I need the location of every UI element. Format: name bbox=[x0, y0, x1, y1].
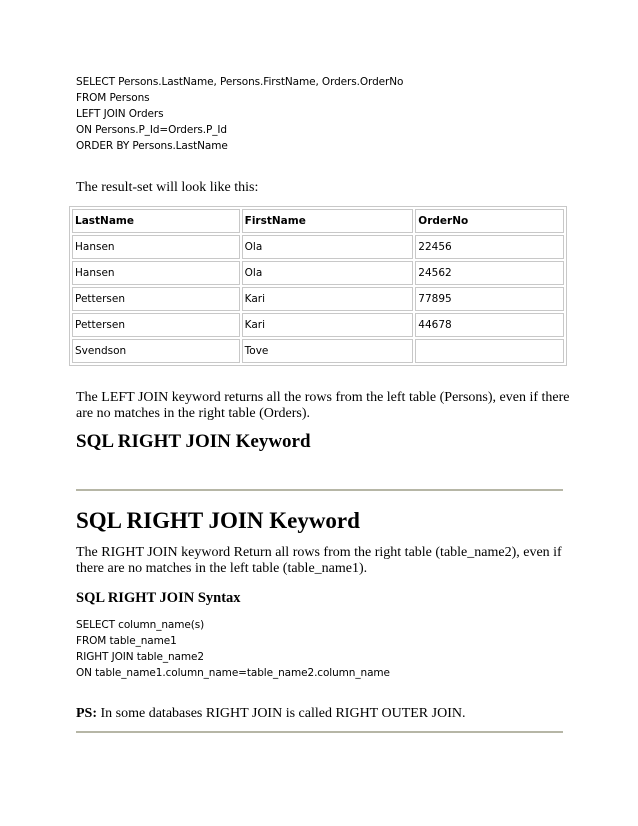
table-cell: 44678 bbox=[415, 313, 564, 337]
result-intro: The result-set will look like this: bbox=[76, 180, 259, 195]
table-cell: Hansen bbox=[72, 261, 240, 285]
table-cell: Ola bbox=[242, 235, 414, 259]
horizontal-rule bbox=[76, 731, 563, 733]
table-cell: 24562 bbox=[415, 261, 564, 285]
syntax-line: ON table_name1.column_name=table_name2.column_name bbox=[76, 667, 390, 679]
table-row bbox=[72, 287, 564, 311]
page-title: SQL RIGHT JOIN Keyword bbox=[76, 508, 360, 533]
table-cell: Kari bbox=[242, 287, 414, 311]
result-table bbox=[69, 206, 567, 366]
query-line: FROM Persons bbox=[76, 92, 150, 104]
syntax-line: SELECT column_name(s) bbox=[76, 619, 205, 631]
query-line: LEFT JOIN Orders bbox=[76, 108, 164, 120]
table-row bbox=[72, 261, 564, 285]
left-join-query bbox=[76, 74, 403, 154]
table-row bbox=[72, 235, 564, 259]
right-join-description: The RIGHT JOIN keyword Return all rows from the right table (table_name2), even if there are no matches in the left table (table_name1). bbox=[76, 545, 562, 576]
table-header-cell: FirstName bbox=[242, 209, 414, 233]
table-cell: Kari bbox=[242, 313, 414, 337]
table-cell: Ola bbox=[242, 261, 414, 285]
table-row bbox=[72, 339, 564, 363]
ps-text: In some databases RIGHT JOIN is called RIGHT OUTER JOIN. bbox=[97, 706, 466, 721]
table-header-row bbox=[72, 209, 564, 233]
query-line: ORDER BY Persons.LastName bbox=[76, 140, 228, 152]
ps-note bbox=[76, 706, 465, 722]
table-cell: 22456 bbox=[415, 235, 564, 259]
table-row bbox=[72, 313, 564, 337]
query-line: ON Persons.P_Id=Orders.P_Id bbox=[76, 124, 227, 136]
horizontal-rule bbox=[76, 489, 563, 491]
table-cell: Svendson bbox=[72, 339, 240, 363]
query-line: SELECT Persons.LastName, Persons.FirstName, Orders.OrderNo bbox=[76, 76, 404, 88]
table-header-cell: LastName bbox=[72, 209, 240, 233]
section-heading: SQL RIGHT JOIN Keyword bbox=[76, 431, 311, 452]
syntax-line: FROM table_name1 bbox=[76, 635, 177, 647]
table-header-cell: OrderNo bbox=[415, 209, 564, 233]
ps-label: PS: bbox=[76, 706, 97, 721]
table-cell: Pettersen bbox=[72, 313, 240, 337]
table-cell: Hansen bbox=[72, 235, 240, 259]
left-join-description: The LEFT JOIN keyword returns all the rows from the left table (Persons), even if there are no matches in the right table (Orders). bbox=[76, 390, 570, 421]
table-cell: Pettersen bbox=[72, 287, 240, 311]
syntax-heading: SQL RIGHT JOIN Syntax bbox=[76, 590, 241, 606]
table-cell: 77895 bbox=[415, 287, 564, 311]
table-cell: Tove bbox=[242, 339, 414, 363]
syntax-line: RIGHT JOIN table_name2 bbox=[76, 651, 204, 663]
table-cell bbox=[415, 339, 564, 363]
right-join-syntax bbox=[76, 617, 390, 681]
